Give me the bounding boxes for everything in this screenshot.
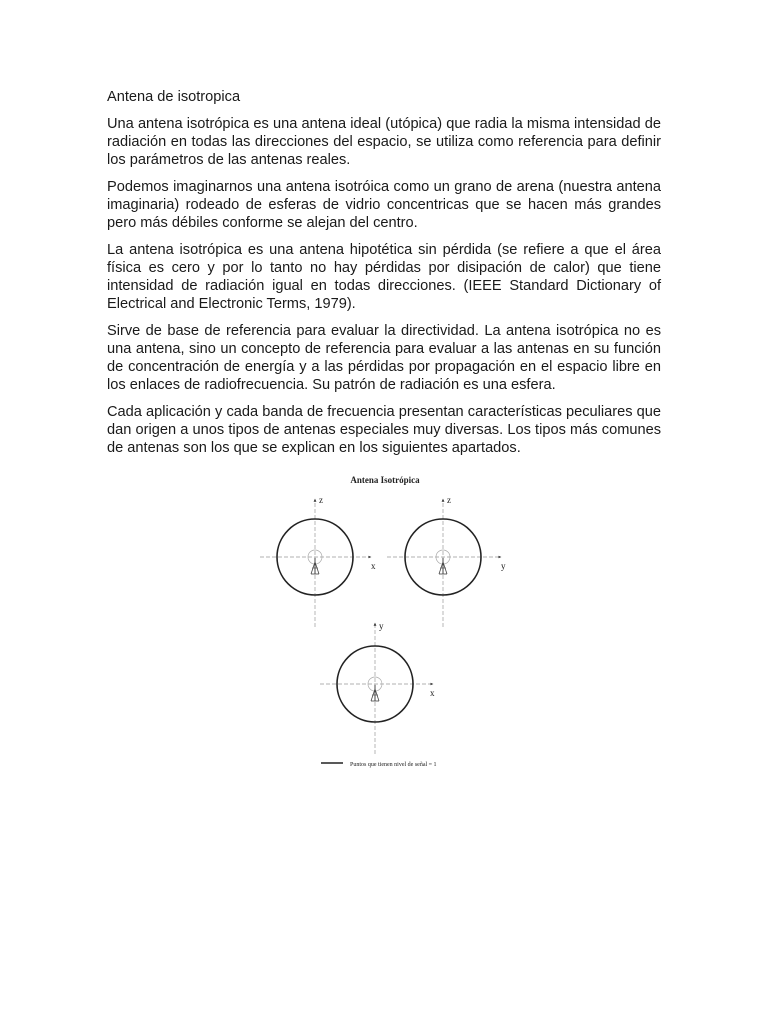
vertical-axis-label: z	[319, 495, 323, 505]
horizontal-axis-label: x	[430, 688, 435, 698]
antenna-icon	[371, 685, 379, 701]
figure-title: Antena Isotrópica	[350, 475, 420, 485]
horizontal-axis-label: x	[371, 561, 376, 571]
paragraph-2: Podemos imaginarnos una antena isotróica como un grano de arena (nuestra antena imaginaria) rodeado de esferas de vidrio concentricas que se hacen más grandes pero más débiles conforme se alejan del centro.	[107, 179, 661, 231]
document-title: Antena de isotropica	[107, 89, 241, 105]
legend-label: Puntos que tienen nivel de señal = 1	[350, 762, 437, 768]
paragraph-1: Una antena isotrópica es una antena ideal (utópica) que radia la misma intensidad de radiación en todas las direcciones del espacio, se utiliza como referencia para definir los parámetros de las antenas reales.	[107, 116, 661, 168]
paragraph-3: La antena isotrópica es una antena hipotética sin pérdida (se refiere a que el área física es cero y por lo tanto no hay pérdidas por disipación de calor) que tiene intensidad de radiación igual en todas direcciones. (IEEE Standard Dictionary of Electrical and Electronic Terms, 1979).	[107, 242, 661, 312]
vertical-axis-label: y	[379, 621, 384, 631]
isotropic-antenna-figure	[255, 472, 520, 772]
antenna-icon	[439, 558, 447, 574]
diagram-zx	[260, 495, 376, 627]
diagram-yx	[320, 621, 435, 754]
vertical-axis-label: z	[447, 495, 451, 505]
document-body	[107, 88, 661, 466]
figure-legend	[321, 762, 437, 768]
radiation-pattern-diagram	[255, 472, 520, 772]
paragraph-5: Cada aplicación y cada banda de frecuencia presentan características peculiares que dan origen a unos tipos de antenas especiales muy diversas. Los tipos más comunes de antenas son los que se explican en los siguientes apartados.	[107, 404, 661, 456]
horizontal-axis-label: y	[501, 561, 506, 571]
antenna-icon	[311, 558, 319, 574]
diagram-zy	[387, 495, 506, 627]
paragraph-4: Sirve de base de referencia para evaluar la directividad. La antena isotrópica no es una antena, sino un concepto de referencia para evaluar a las antenas en su función de concentración de energía y a las pérdidas por propagación en el espacio libre en los enlaces de radiofrecuencia. Su patrón de radiación es una esfera.	[107, 323, 661, 393]
